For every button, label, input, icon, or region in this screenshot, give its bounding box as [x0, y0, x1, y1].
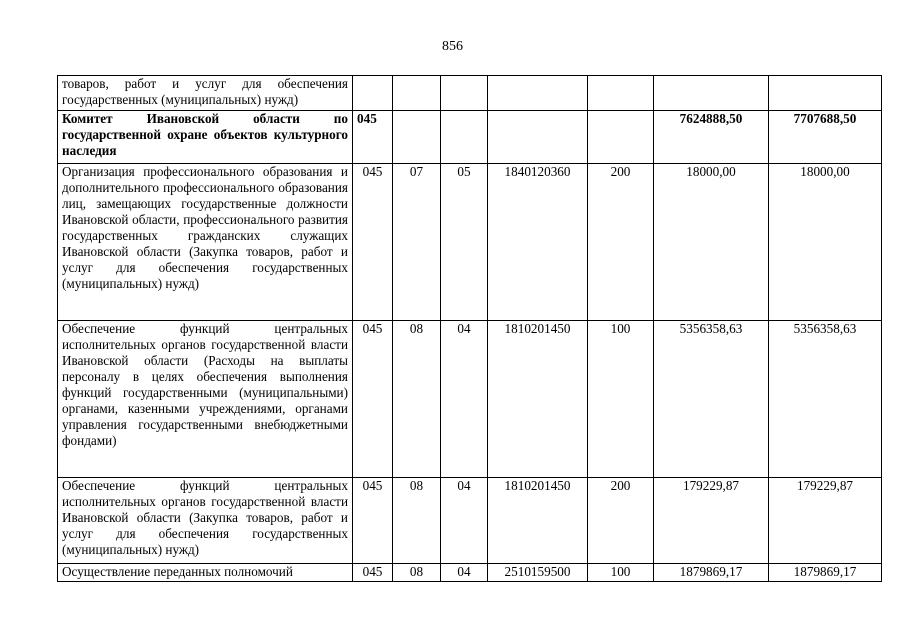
subsection-code: 04 [441, 564, 488, 582]
section-code: 08 [393, 478, 441, 564]
ministry-code: 045 [353, 164, 393, 321]
subsection-code: 05 [441, 164, 488, 321]
subsection-code: 04 [441, 321, 488, 478]
ministry-code [353, 76, 393, 111]
ministry-code: 045 [353, 478, 393, 564]
target-article: 1840120360 [488, 164, 588, 321]
expense-type [588, 76, 654, 111]
expense-type: 200 [588, 164, 654, 321]
target-article [488, 111, 588, 164]
amount-year-1 [654, 76, 769, 111]
target-article [488, 76, 588, 111]
page-number: 856 [442, 39, 463, 54]
amount-year-1: 179229,87 [654, 478, 769, 564]
amount-year-2: 18000,00 [769, 164, 882, 321]
amount-year-2: 7707688,50 [769, 111, 882, 164]
amount-year-1: 7624888,50 [654, 111, 769, 164]
amount-year-2: 1879869,17 [769, 564, 882, 582]
row-name: Осуществление переданных полномочий [58, 564, 353, 582]
row-name: Обеспечение функций центральных исполнительных органов государственной власти Ивановской области (Закупка товаров, работ и услуг для обеспечения государственных (муниципальных) нужд) [58, 478, 353, 564]
table-row [58, 164, 882, 321]
row-name: товаров, работ и услуг для обеспечения государственных (муниципальных) нужд) [58, 76, 353, 111]
table-row [58, 478, 882, 564]
ministry-code: 045 [353, 321, 393, 478]
budget-table [57, 75, 882, 582]
table-row [58, 564, 882, 582]
table-row [58, 76, 882, 111]
subsection-code: 04 [441, 478, 488, 564]
amount-year-1: 1879869,17 [654, 564, 769, 582]
expense-type: 100 [588, 564, 654, 582]
row-name: Комитет Ивановской области по государственной охране объектов культурного наследия [58, 111, 353, 164]
subsection-code [441, 76, 488, 111]
table-row-committee [58, 111, 882, 164]
target-article: 1810201450 [488, 478, 588, 564]
section-code: 08 [393, 564, 441, 582]
table-row [58, 321, 882, 478]
target-article: 2510159500 [488, 564, 588, 582]
row-name: Обеспечение функций центральных исполнительных органов государственной власти Ивановской области (Расходы на выплаты персоналу в целях обеспечения выполнения функций государственными (муниципальными) органами, казенными учреждениями, органами управления государственными внебюджетными фондами) [58, 321, 353, 478]
target-article: 1810201450 [488, 321, 588, 478]
amount-year-2: 179229,87 [769, 478, 882, 564]
section-code [393, 76, 441, 111]
expense-type: 200 [588, 478, 654, 564]
row-name: Организация профессионального образования и дополнительного профессионального образования лиц, замещающих государственные должности Ивановской области, профессионального развития государственных гражданских служащих Ивановской области (Закупка товаров, работ и услуг для обеспечения государственных (муниципальных) нужд) [58, 164, 353, 321]
expense-type [588, 111, 654, 164]
section-code: 07 [393, 164, 441, 321]
amount-year-2: 5356358,63 [769, 321, 882, 478]
amount-year-2 [769, 76, 882, 111]
subsection-code [441, 111, 488, 164]
ministry-code: 045 [353, 111, 393, 164]
section-code [393, 111, 441, 164]
expense-type: 100 [588, 321, 654, 478]
ministry-code: 045 [353, 564, 393, 582]
amount-year-1: 5356358,63 [654, 321, 769, 478]
section-code: 08 [393, 321, 441, 478]
amount-year-1: 18000,00 [654, 164, 769, 321]
